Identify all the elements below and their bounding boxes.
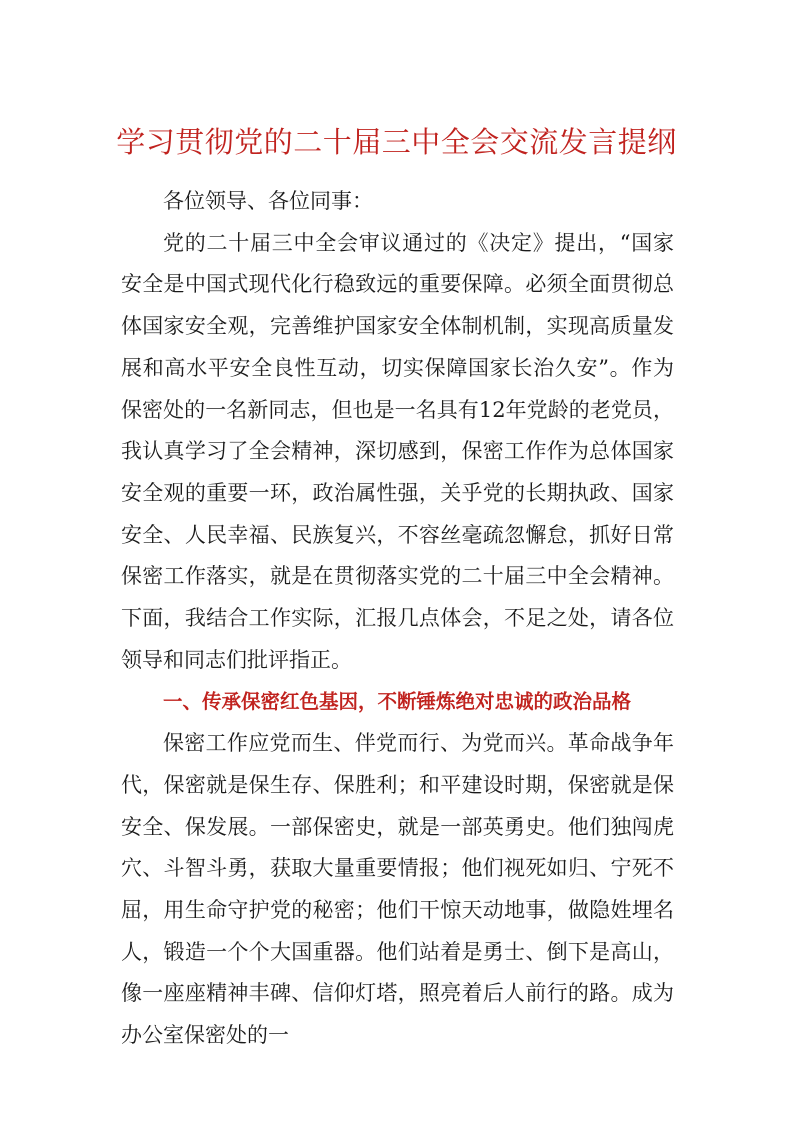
paragraph-section-1: 保密工作应党而生、伴党而行、为党而兴。革命战争年代，保密就是保生存、保胜利；和平建设时期，保密就是保安全、保发展。一部保密史，就是一部英勇史。他们独闯虎穴、斗智斗勇，获取大量重要情报；他们视死如归、宁死不屈，用生命守护党的秘密；他们干惊天动地事，做隐姓埋名人，锻造一个个大国重器。他们站着是勇士、倒下是高山，像一座座精神丰碑、信仰灯塔，照亮着后人前行的路。成为办公室保密处的一 (121, 731, 674, 1048)
paragraph-intro: 党的二十届三中全会审议通过的《决定》提出，“国家安全是中国式现代化行稳致远的重要保障。必须全面贯彻总体国家安全观，完善维护国家安全体制机制，实现高质量发展和高水平安全良性互动，切实保障国家长治久安”。作为保密处的一名新同志，但也是一名具有12年党龄的老党员，我认真学习了全会精神，深切感到，保密工作作为总体国家安全观的重要一环，政治属性强，关乎党的长期执政、国家安全、人民幸福、民族复兴，不容丝毫疏忽懈怠，抓好日常保密工作落实，就是在贯彻落实党的二十届三中全会精神。下面，我结合工作实际，汇报几点体会，不足之处，请各位领导和同志们批评指正。 (121, 230, 674, 672)
document-title: 学习贯彻党的二十届三中全会交流发言提纲 (116, 125, 677, 159)
section-heading-1: 一、传承保密红色基因，不断锤炼绝对忠诚的政治品格 (163, 690, 632, 714)
document-body (121, 181, 674, 1057)
greeting: 各位领导、各位同事： (163, 189, 373, 213)
